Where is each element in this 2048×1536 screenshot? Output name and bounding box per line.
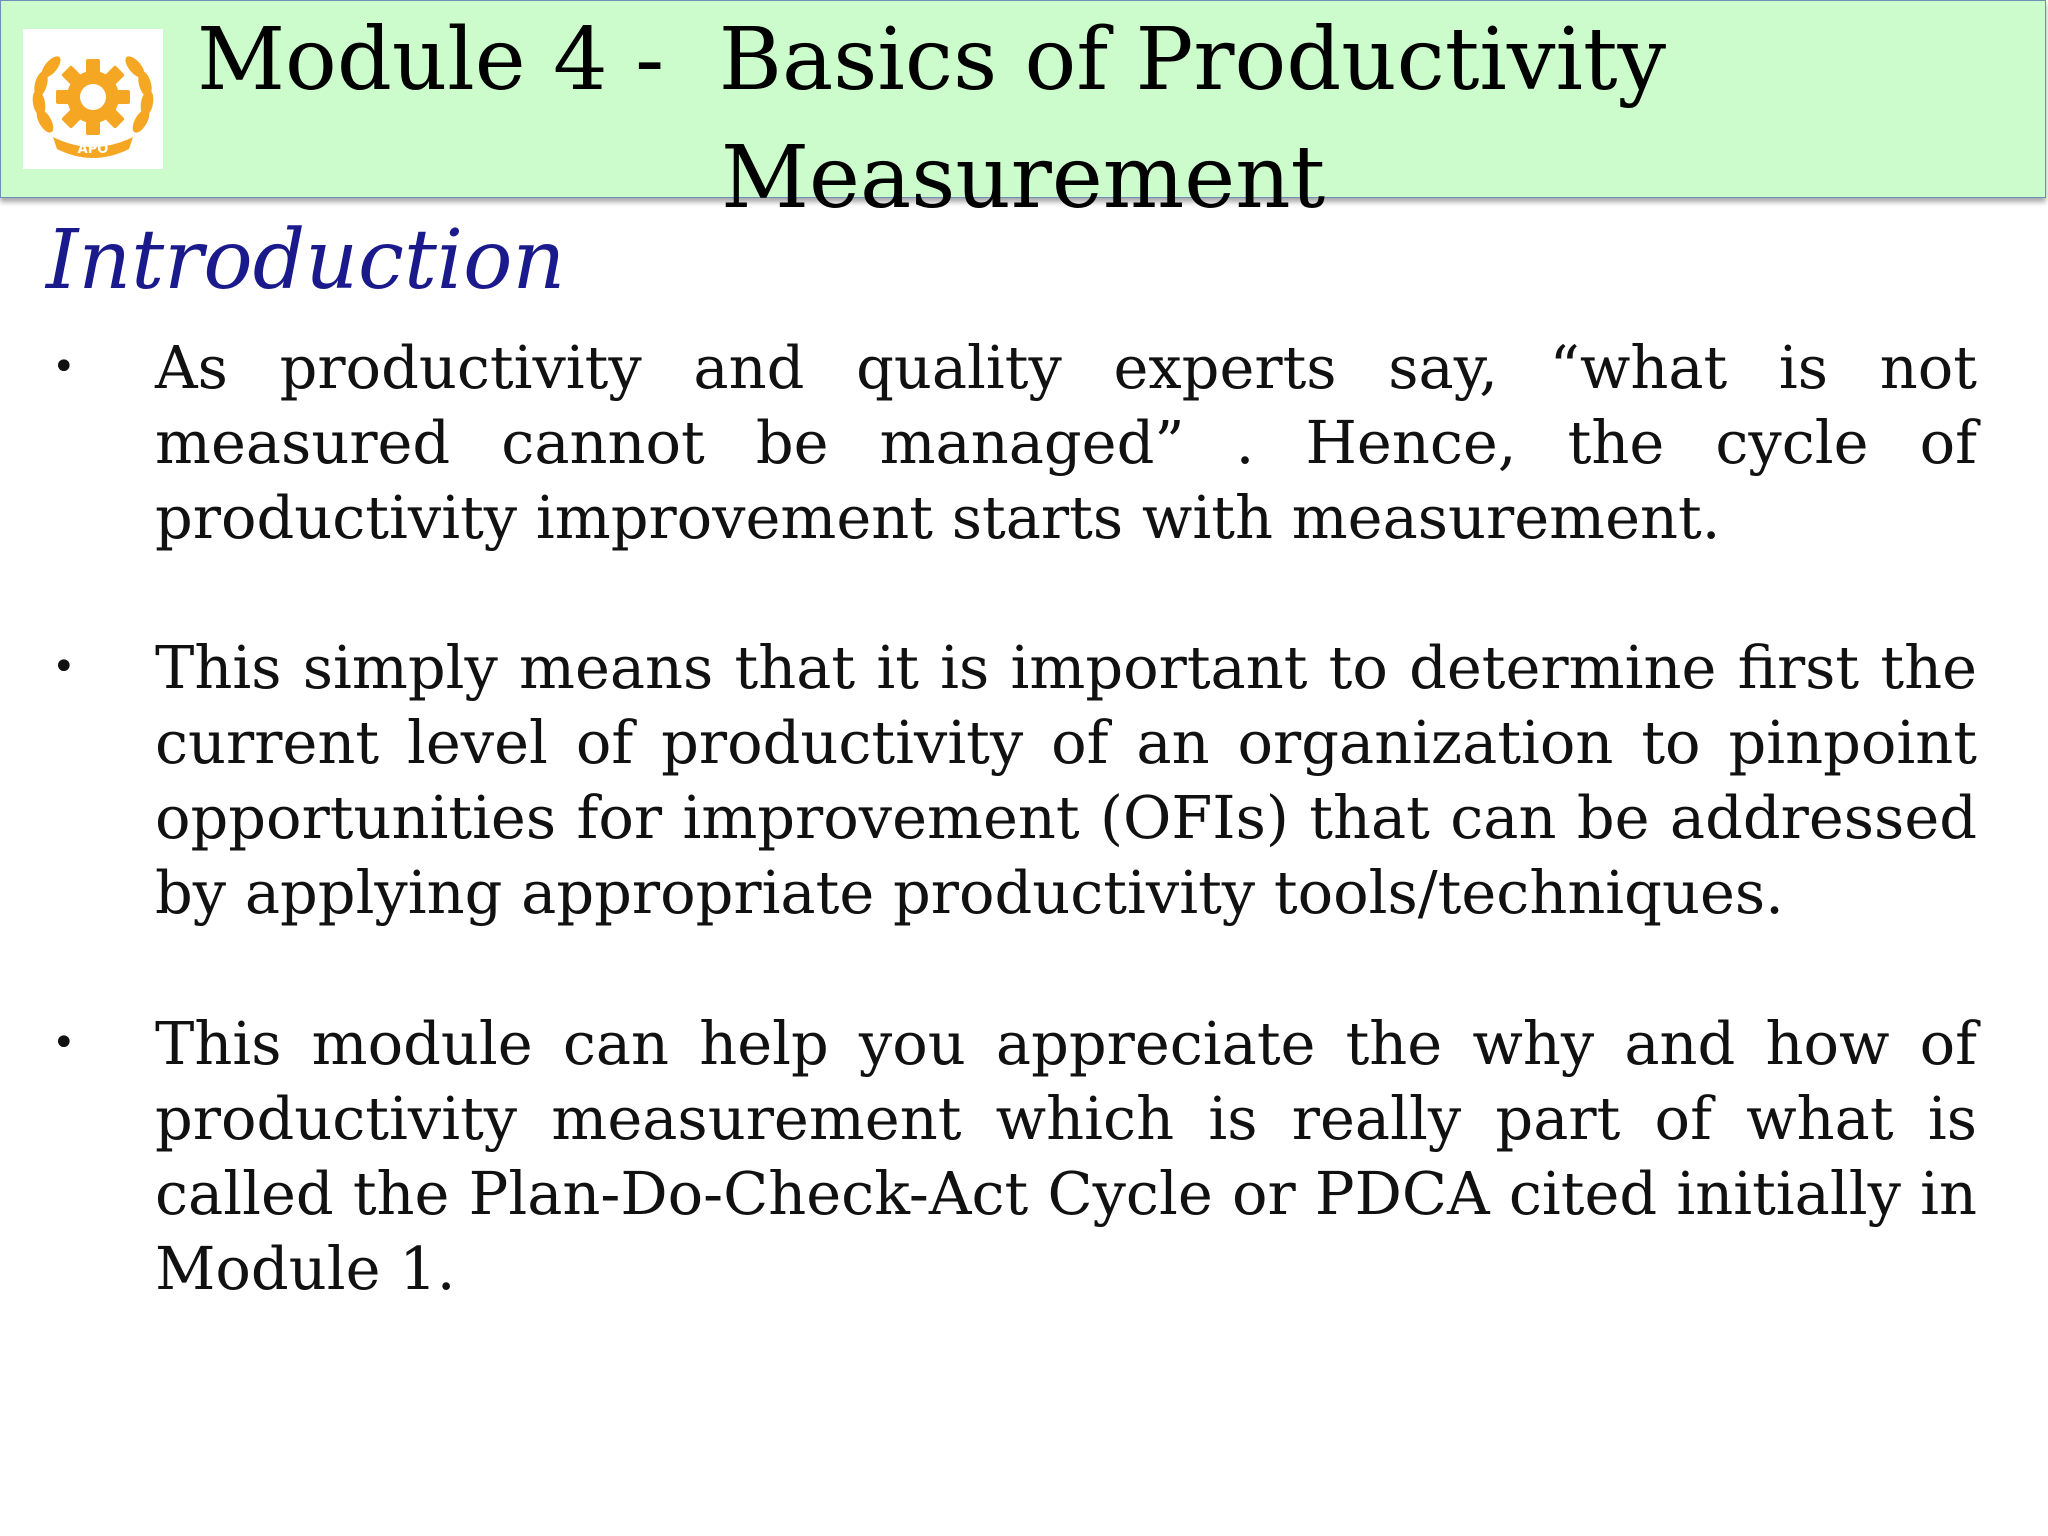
- bullet-text-3: This module can help you appreciate the why and how of productivity measurement which is really part of what is called the Plan-Do-Check-Act Cycle or PDCA cited initially in Module 1.: [155, 1009, 1977, 1303]
- bullet-marker: •: [52, 1020, 76, 1066]
- bullet-text-1: As productivity and quality experts say, “what is not measured cannot be managed” . Hence, the cycle of productivity improvement starts with measurement.: [155, 333, 1977, 552]
- bullet-marker: •: [52, 344, 76, 390]
- bullet-marker: •: [52, 644, 76, 690]
- apo-gear-wreath-icon: [23, 29, 163, 169]
- apo-logo: [23, 29, 163, 169]
- slide-title-line2: Measurement: [721, 128, 1326, 228]
- svg-text:APO: APO: [77, 142, 109, 157]
- header-band: [0, 0, 2046, 228]
- section-heading: Introduction: [46, 213, 566, 308]
- slide-title: [197, 1, 1997, 228]
- slide-title-line1: Module 4 - Basics of Productivity: [197, 10, 1667, 110]
- bullet-text-2: This simply means that it is important to determine first the current level of productivity of an organization to pinpoint opportunities for improvement (OFIs) that can be addressed by applying appropriate productivity tools/techniques.: [155, 633, 1977, 927]
